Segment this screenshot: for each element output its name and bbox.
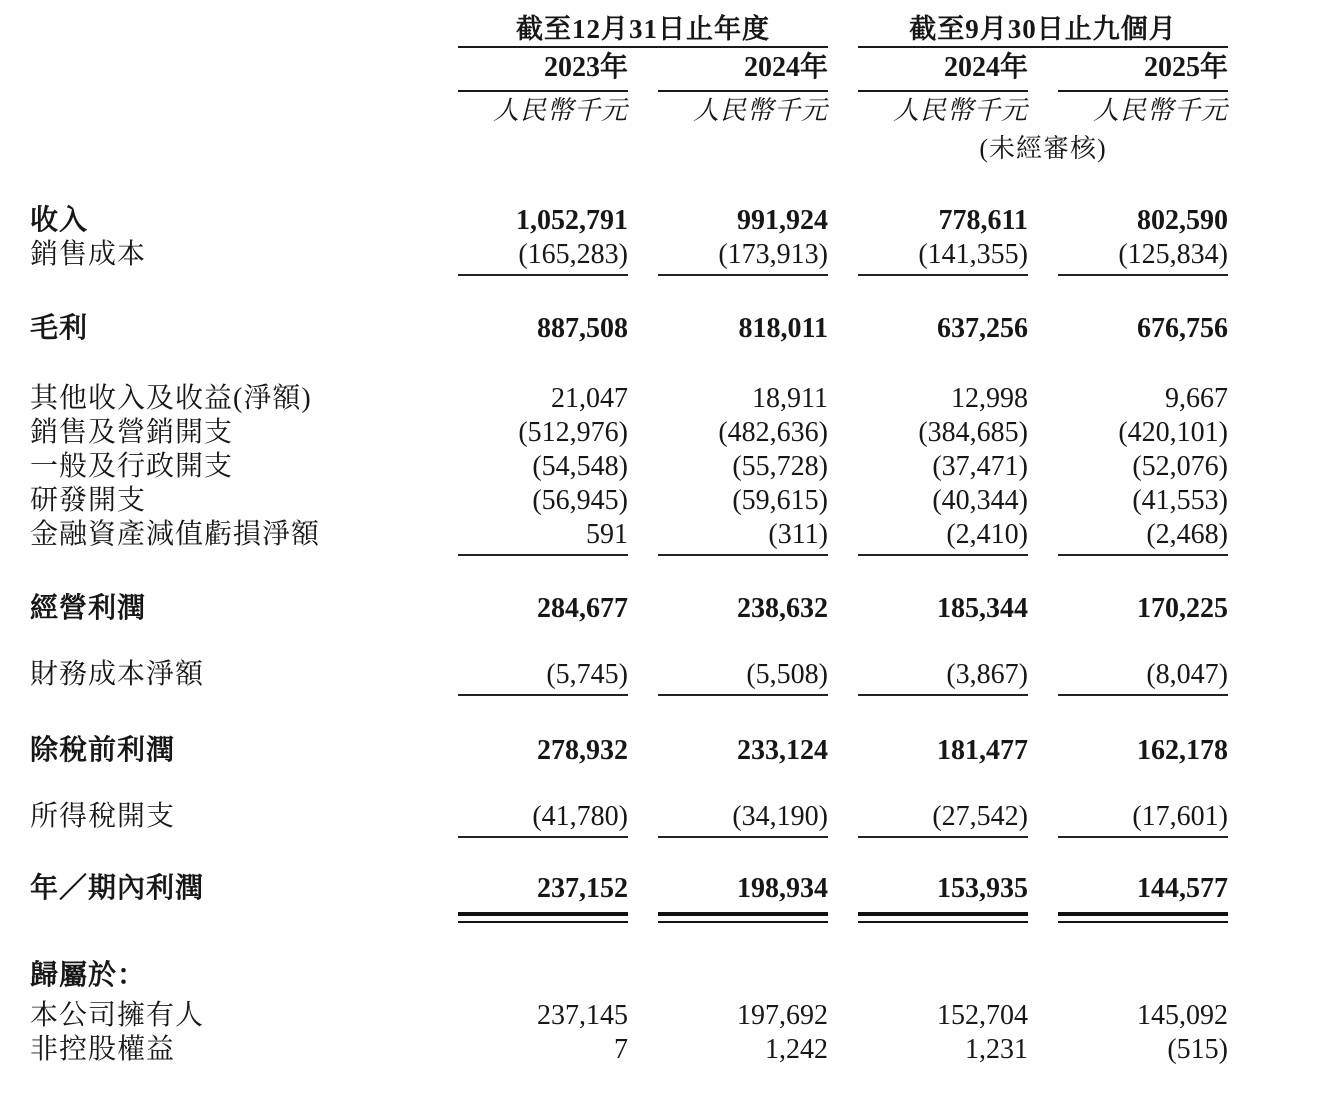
header-label-spacer <box>30 12 428 48</box>
row-profit-before-tax <box>30 734 1324 768</box>
spacer <box>30 626 1324 658</box>
header-unaudited-row <box>30 128 1324 164</box>
value-cell: 198,934 <box>658 872 828 912</box>
value-cell: (34,190) <box>658 800 828 838</box>
value-cell: (8,047) <box>1058 658 1228 696</box>
value-cell: (5,745) <box>458 658 628 696</box>
value-cell: 1,231 <box>965 1034 1028 1065</box>
row-cost-of-sales <box>30 238 1324 276</box>
row-label: 歸屬於： <box>30 960 147 991</box>
row-non-controlling-interests <box>30 1033 1324 1067</box>
value-cell: (56,945) <box>532 485 628 516</box>
value-cell: 145,092 <box>1137 1000 1228 1031</box>
value-cell: (5,508) <box>658 658 828 696</box>
period-group-title: 截至12月31日止年度 <box>458 12 828 48</box>
value-cell: 197,692 <box>737 1000 828 1031</box>
value-cell: 676,756 <box>1137 313 1228 344</box>
value-cell: 284,677 <box>537 593 628 624</box>
row-operating-profit <box>30 592 1324 626</box>
value-cell: 153,935 <box>858 872 1028 912</box>
value-cell: 778,611 <box>938 205 1028 236</box>
period-group-nine-months <box>828 12 1228 48</box>
value-cell: (59,615) <box>732 485 828 516</box>
row-attributable-to <box>30 959 1324 993</box>
value-cell: 7 <box>614 1034 628 1065</box>
row-label: 收入 <box>30 205 89 236</box>
row-label: 毛利 <box>30 313 89 344</box>
row-general-admin-expenses <box>30 450 1324 484</box>
period-group-title: 截至9月30日止九個月 <box>858 12 1228 48</box>
spacer <box>30 768 1324 800</box>
header-unit-row <box>30 92 1324 128</box>
value-cell: 144,577 <box>1058 872 1228 912</box>
value-cell: (2,468) <box>1058 518 1228 556</box>
spacer <box>30 556 1324 592</box>
value-cell: (41,780) <box>458 800 628 838</box>
value-cell: 637,256 <box>937 313 1028 344</box>
value-cell: 802,590 <box>1137 205 1228 236</box>
header-label-spacer <box>30 48 428 92</box>
value-cell: 887,508 <box>537 313 628 344</box>
value-cell: 181,477 <box>937 735 1028 766</box>
period-group-year-ended <box>428 12 828 48</box>
spacer <box>30 838 1324 872</box>
header-year-row <box>30 48 1324 92</box>
value-cell: (311) <box>658 518 828 556</box>
value-cell: (141,355) <box>858 238 1028 276</box>
row-net-finance-costs <box>30 658 1324 696</box>
column-unit: 人民幣千元 <box>492 96 628 125</box>
row-label: 非控股權益 <box>30 1034 176 1065</box>
row-label: 財務成本淨額 <box>30 659 205 690</box>
value-cell: (52,076) <box>1132 451 1228 482</box>
row-gross-profit <box>30 312 1324 346</box>
value-cell: (515) <box>1167 1034 1228 1065</box>
value-cell: (17,601) <box>1058 800 1228 838</box>
header-label-spacer <box>30 128 428 164</box>
column-year-2024: 2024年 <box>658 48 828 92</box>
row-label: 其他收入及收益(淨額) <box>30 383 312 414</box>
value-cell: (3,867) <box>858 658 1028 696</box>
value-cell: 152,704 <box>937 1000 1028 1031</box>
value-cell: 237,152 <box>458 872 628 912</box>
value-cell: (40,344) <box>932 485 1028 516</box>
column-unit: 人民幣千元 <box>692 96 828 125</box>
value-cell: 18,911 <box>752 383 828 414</box>
value-cell: (54,548) <box>532 451 628 482</box>
value-cell: 170,225 <box>1137 593 1228 624</box>
spacer <box>30 346 1324 382</box>
value-cell: (173,913) <box>658 238 828 276</box>
value-cell: 21,047 <box>551 383 628 414</box>
column-year-2025-nine-months: 2025年 <box>1058 48 1228 92</box>
value-cell: 233,124 <box>737 735 828 766</box>
row-selling-marketing-expenses <box>30 416 1324 450</box>
value-cell: 238,632 <box>737 593 828 624</box>
column-year-2024-nine-months: 2024年 <box>858 48 1028 92</box>
value-cell: 591 <box>458 518 628 556</box>
value-cell: (420,101) <box>1118 417 1228 448</box>
value-cell: (27,542) <box>858 800 1028 838</box>
row-revenue <box>30 204 1324 238</box>
row-label: 經營利潤 <box>30 593 147 624</box>
value-cell: 12,998 <box>951 383 1028 414</box>
row-label: 金融資產減值虧損淨額 <box>30 519 321 550</box>
row-owners-of-company <box>30 999 1324 1033</box>
row-income-tax-expense <box>30 800 1324 838</box>
value-cell: 185,344 <box>937 593 1028 624</box>
row-profit-for-period <box>30 872 1324 912</box>
value-cell: (41,553) <box>1132 485 1228 516</box>
value-cell: 818,011 <box>738 313 828 344</box>
row-label: 所得稅開支 <box>30 801 176 832</box>
row-label: 銷售成本 <box>30 239 147 270</box>
value-cell: (37,471) <box>932 451 1028 482</box>
value-cell: 278,932 <box>537 735 628 766</box>
financial-statement-table <box>30 12 1324 1067</box>
column-year-2023: 2023年 <box>458 48 628 92</box>
spacer <box>30 276 1324 312</box>
row-label: 一般及行政開支 <box>30 451 234 482</box>
unaudited-note: (未經審核) <box>979 134 1107 163</box>
header-group-row <box>30 12 1324 48</box>
header-label-spacer <box>30 92 428 128</box>
row-label: 除稅前利潤 <box>30 735 176 766</box>
value-cell: (55,728) <box>732 451 828 482</box>
row-label: 本公司擁有人 <box>30 1000 205 1031</box>
value-cell: 1,242 <box>765 1034 828 1065</box>
row-label: 年／期內利潤 <box>30 873 205 904</box>
row-label: 銷售及營銷開支 <box>30 417 234 448</box>
value-cell: (165,283) <box>458 238 628 276</box>
value-cell: 237,145 <box>537 1000 628 1031</box>
value-cell: 9,667 <box>1165 383 1228 414</box>
value-cell: (512,976) <box>518 417 628 448</box>
row-other-income-and-gains <box>30 382 1324 416</box>
column-unit: 人民幣千元 <box>892 96 1028 125</box>
row-label: 研發開支 <box>30 485 147 516</box>
value-cell: (384,685) <box>918 417 1028 448</box>
row-financial-asset-impairment <box>30 518 1324 556</box>
value-cell: (482,636) <box>718 417 828 448</box>
value-cell: 991,924 <box>737 205 828 236</box>
value-cell: 162,178 <box>1137 735 1228 766</box>
row-rd-expenses <box>30 484 1324 518</box>
value-cell: (2,410) <box>858 518 1028 556</box>
column-unit: 人民幣千元 <box>1092 96 1228 125</box>
spacer <box>30 164 1324 204</box>
value-cell: (125,834) <box>1058 238 1228 276</box>
spacer <box>30 696 1324 734</box>
value-cell: 1,052,791 <box>516 205 628 236</box>
